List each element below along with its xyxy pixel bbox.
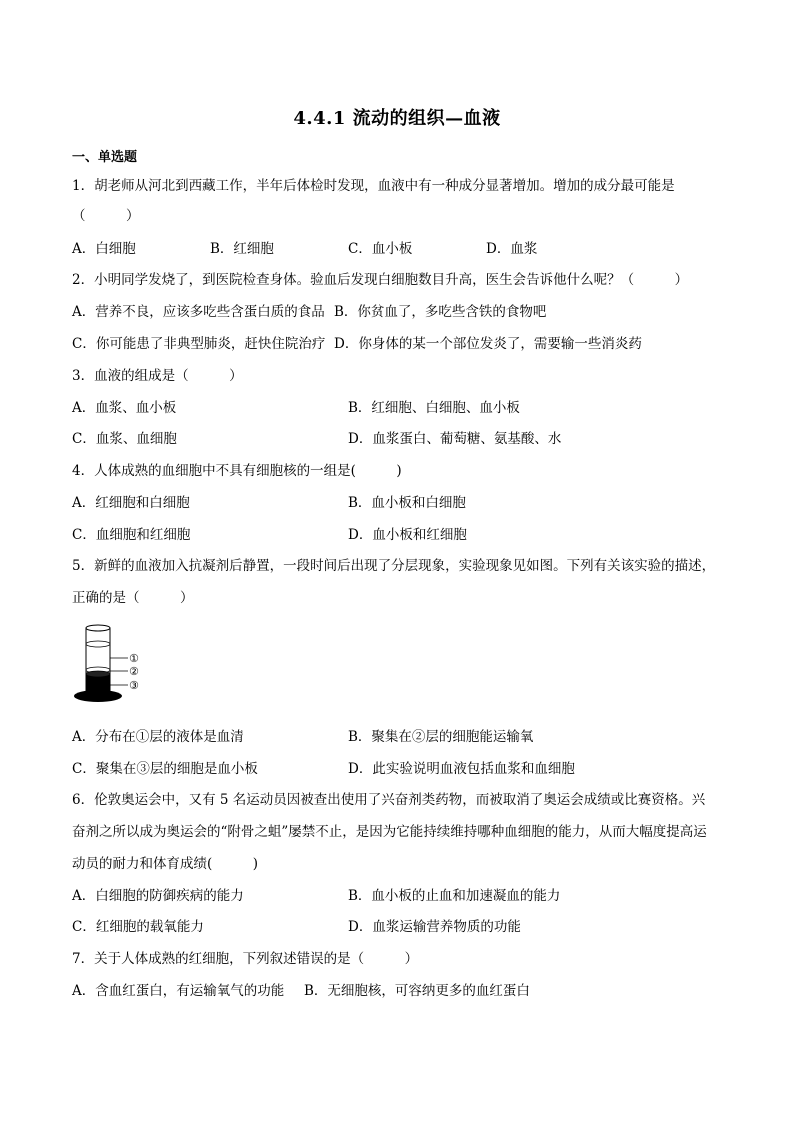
page-title: 4.4.1 流动的组织—血液 <box>293 108 501 129</box>
q3-option-c: C．血浆、血细胞 <box>72 431 177 447</box>
q2-option-d: D．你身体的某一个部位发炎了，需要输一些消炎药 <box>334 336 642 352</box>
q2-option-c: C．你可能患了非典型肺炎，赶快住院治疗 <box>72 336 326 352</box>
layer-label-2: ② <box>129 665 139 678</box>
q5-stem-line2: 正确的是（ ） <box>72 590 194 606</box>
q5-option-b: B．聚集在②层的细胞能运输氧 <box>348 729 534 745</box>
test-tube-figure <box>72 622 162 708</box>
q4-option-d: D．血小板和红细胞 <box>348 527 467 543</box>
section-heading: 一、单选题 <box>72 150 138 165</box>
layer-label-1: ① <box>129 652 139 665</box>
q2-stem: 2．小明同学发烧了，到医院检查身体。验血后发现白细胞数目升高，医生会告诉他什么呢？（ ） <box>72 272 689 288</box>
q6-option-a: A．白细胞的防御疾病的能力 <box>72 888 244 904</box>
tube-rim-shape <box>86 625 110 631</box>
q1-stem-line2: （ ） <box>72 208 140 224</box>
q4-option-c: C．血细胞和红细胞 <box>72 527 191 543</box>
q3-option-a: A．血浆、血小板 <box>72 400 177 416</box>
q2-option-a: A．营养不良，应该多吃些含蛋白质的食品 <box>72 304 325 320</box>
q6-option-b: B．血小板的止血和加速凝血的能力 <box>348 888 561 904</box>
q7-option-b: B．无细胞核，可容纳更多的血红蛋白 <box>304 983 530 999</box>
q6-option-c: C．红细胞的载氧能力 <box>72 919 204 935</box>
q1-option-a: A．白细胞 <box>72 241 136 257</box>
q6-stem-line3: 动员的耐力和体育成绩( ) <box>72 856 259 872</box>
q4-option-b: B．血小板和白细胞 <box>348 495 466 511</box>
q7-stem: 7．关于人体成熟的红细胞，下列叙述错误的是（ ） <box>72 951 419 967</box>
q5-stem-line1: 5．新鲜的血液加入抗凝剂后静置，一段时间后出现了分层现象，实验现象见如图。下列有关该实验的描述， <box>72 558 716 574</box>
q3-option-b: B．红细胞、白细胞、血小板 <box>348 400 520 416</box>
q2-option-b: B．你贫血了，多吃些含铁的食物吧 <box>334 304 547 320</box>
q3-stem: 3．血液的组成是（ ） <box>72 368 243 384</box>
tube-bottom-shape <box>86 689 110 695</box>
q3-option-d: D．血浆蛋白、葡萄糖、氨基酸、水 <box>348 431 562 447</box>
q6-stem-line2: 奋剂之所以成为奥运会的“附骨之蛆”屡禁不止，是因为它能持续维持哪种血细胞的能力，从而大幅度提高运 <box>72 824 707 840</box>
q4-stem: 4．人体成熟的血细胞中不具有细胞核的一组是( ) <box>72 463 402 479</box>
q1-option-d: D．血浆 <box>486 241 538 257</box>
q5-option-a: A．分布在①层的液体是血清 <box>72 729 244 745</box>
q1-option-c: C．血小板 <box>348 241 413 257</box>
q1-option-b: B．红细胞 <box>210 241 274 257</box>
q4-option-a: A．红细胞和白细胞 <box>72 495 190 511</box>
layer-label-3: ③ <box>129 679 139 692</box>
q6-option-d: D．血浆运输营养物质的功能 <box>348 919 521 935</box>
q6-stem-line1: 6．伦敦奥运会中，又有 5 名运动员因被查出使用了兴奋剂类药物，而被取消了奥运会成绩或比赛资格。兴 <box>72 792 706 808</box>
q1-stem-line1: 1．胡老师从河北到西藏工作，半年后体检时发现，血液中有一种成分显著增加。增加的成分最可能是 <box>72 178 675 194</box>
q5-option-d: D．此实验说明血液包括血浆和血细胞 <box>348 761 575 777</box>
q7-option-a: A．含血红蛋白，有运输氧气的功能 <box>72 983 285 999</box>
layer1-top-shape <box>86 641 110 647</box>
q5-option-c: C．聚集在③层的细胞是血小板 <box>72 761 258 777</box>
layer3-top-shape <box>86 671 110 677</box>
